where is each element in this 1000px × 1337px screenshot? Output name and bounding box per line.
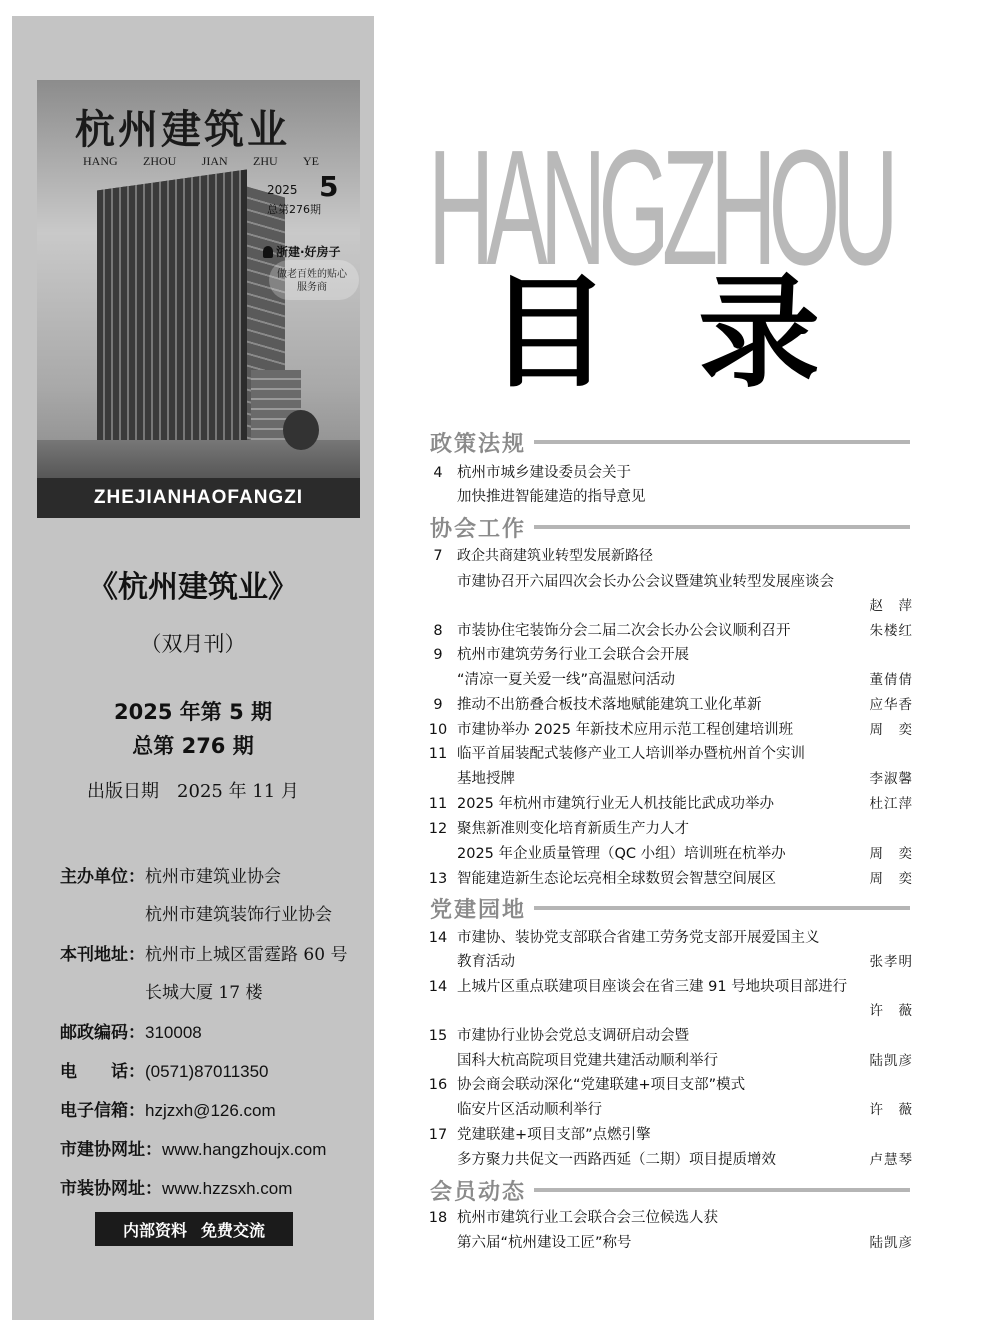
toc-author: 张孝明 [869, 954, 913, 970]
toc-entry[interactable] [427, 1075, 913, 1095]
email-row [60, 1096, 276, 1121]
brand-name: 浙建·好房子 [276, 245, 341, 259]
magazine-name: 《杭州建筑业》 [88, 570, 298, 605]
cover-total-issue: 总第276期 [267, 203, 321, 216]
sponsor-row-2 [145, 900, 332, 925]
section-title: 党建园地 [430, 897, 527, 923]
toc-entry[interactable] [427, 1026, 913, 1046]
toc-page: 16 [428, 1077, 448, 1093]
cover-footer-band: ZHEJIANHAOFANGZI [37, 478, 360, 518]
phone-value: (0571)87011350 [145, 1062, 269, 1081]
issue-line: 2025 年第 5 期 [114, 700, 272, 724]
toc-title: 多方聚力共促文一西路西延（二期）项目提质增效 [457, 1152, 776, 1168]
address-row-2 [145, 978, 262, 1003]
toc-author: 朱楼红 [869, 623, 913, 639]
toc-entry[interactable] [427, 546, 913, 566]
toc-entry[interactable] [427, 621, 913, 641]
cover-title: 杭州建筑业 [75, 106, 290, 153]
internal-material-stamp [95, 1212, 293, 1246]
sponsor-row [60, 862, 281, 887]
toc-title: 市建协行业协会党总支调研启动会暨 [457, 1028, 689, 1044]
toc-page: 9 [433, 647, 443, 663]
brand-logo-icon [263, 246, 273, 258]
toc-page: 11 [428, 746, 448, 762]
toc-entry[interactable] [427, 952, 913, 972]
toc-page: 8 [433, 623, 443, 639]
toc-title: 上城片区重点联建项目座谈会在省三建 91 号地块项目部进行 [457, 979, 848, 995]
toc-entry[interactable] [427, 844, 913, 864]
toc-entry[interactable] [427, 819, 913, 839]
building-illustration [97, 169, 247, 470]
toc-author: 周 奕 [869, 722, 913, 738]
section-divider [534, 1188, 910, 1192]
toc-page: 7 [433, 548, 443, 564]
stamp-text-1: 内部资料 [122, 1220, 187, 1240]
toc-author: 李淑馨 [869, 771, 913, 787]
toc-title: 推动不出筋叠合板技术落地赋能建筑工业化革新 [457, 697, 762, 713]
pinyin-word: HANG [83, 154, 118, 168]
toc-page: 9 [433, 697, 443, 713]
toc-author: 周 奕 [869, 871, 913, 887]
email-value: hzjzxh@126.com [145, 1101, 276, 1120]
address-value: 杭州市上城区雷霆路 60 号 [145, 945, 348, 965]
toc-title: 杭州市城乡建设委员会关于 [457, 465, 631, 481]
toc-entry[interactable] [427, 720, 913, 740]
toc-entry[interactable] [427, 1233, 913, 1253]
toc-author: 卢慧琴 [869, 1152, 913, 1168]
toc-entry[interactable] [427, 487, 913, 507]
toc-entry[interactable] [427, 977, 913, 997]
toc-entry[interactable] [427, 572, 913, 592]
toc-title: 市装协住宅装饰分会二届二次会长办公会议顺利召开 [457, 623, 791, 639]
pinyin-word: JIAN [201, 154, 228, 168]
toc-title: 第六届“杭州建设工匠”称号 [457, 1235, 632, 1251]
section-title: 协会工作 [430, 516, 527, 542]
toc-page: 14 [428, 930, 448, 946]
toc-title: 聚焦新准则变化培育新质生产力人才 [457, 821, 689, 837]
toc-page: 4 [433, 465, 443, 481]
left-info-panel [12, 16, 374, 1320]
section-title: 会员动态 [430, 1179, 527, 1205]
contents-heading: 目录 [488, 262, 908, 404]
toc-entry[interactable] [427, 1208, 913, 1228]
section-divider [534, 525, 910, 529]
toc-title: 市建协召开六届四次会长办公会议暨建筑业转型发展座谈会 [457, 574, 834, 590]
toc-entry[interactable] [427, 769, 913, 789]
pinyin-word: ZHOU [143, 154, 177, 168]
toc-page: 12 [428, 821, 448, 837]
toc-title: 临平首届装配式装修产业工人培训举办暨杭州首个实训 [457, 746, 805, 762]
toc-title: 杭州市建筑行业工会联合会三位候选人获 [457, 1210, 718, 1226]
cover-slogan: 做老百姓的贴心服务商 [277, 269, 347, 293]
section-divider [534, 906, 910, 910]
toc-entry[interactable] [427, 596, 913, 616]
total-issue-line: 总第 276 期 [132, 734, 254, 758]
toc-title: 杭州市建筑劳务行业工会联合会开展 [457, 647, 689, 663]
section-header [430, 428, 910, 456]
website-1-row [60, 1135, 326, 1160]
toc-title: 智能建造新生态论坛亮相全球数贸会智慧空间展区 [457, 871, 776, 887]
toc-entry[interactable] [427, 1051, 913, 1071]
cover-issue-number: 5 [319, 170, 339, 203]
cover-brand [263, 243, 341, 260]
section-header [430, 513, 910, 541]
website-2-row [60, 1174, 292, 1199]
toc-author: 杜江萍 [869, 796, 913, 812]
toc-page: 13 [428, 871, 448, 887]
toc-title: 市建协、装协党支部联合省建工劳务党支部开展爱国主义 [457, 930, 820, 946]
postcode-label: 邮政编码： [60, 1023, 145, 1043]
toc-page: 11 [428, 796, 448, 812]
hangzhou-wordmark: HANGZHOU [428, 116, 891, 299]
section-header [430, 1176, 910, 1204]
toc-entry[interactable] [427, 869, 913, 889]
toc-entry[interactable] [427, 695, 913, 715]
address-value-2: 长城大厦 17 楼 [145, 983, 263, 1003]
website-1-value: www.hangzhoujx.com [162, 1140, 327, 1159]
sponsor-value-2: 杭州市建筑装饰行业协会 [145, 905, 332, 925]
toc-title: 基地授牌 [457, 771, 515, 787]
address-label: 本刊地址： [60, 945, 145, 965]
sponsor-label: 主办单位： [60, 867, 145, 887]
email-label: 电子信箱： [60, 1101, 145, 1121]
toc-author: 应华香 [869, 697, 913, 713]
toc-title: 政企共商建筑业转型发展新路径 [457, 548, 653, 564]
toc-title: 党建联建+项目支部”点燃引擎 [457, 1127, 651, 1143]
address-row [60, 940, 347, 965]
pinyin-word: ZHU [252, 154, 278, 168]
toc-entry[interactable] [427, 744, 913, 764]
toc-title: 协会商会联动深化“党建联建+项目支部”模式 [457, 1077, 746, 1093]
toc-author: 许 薇 [869, 1102, 913, 1118]
section-divider [534, 440, 910, 444]
section-title: 政策法规 [430, 431, 527, 457]
toc-entry[interactable] [427, 645, 913, 665]
sponsor-value: 杭州市建筑业协会 [145, 867, 281, 887]
toc-title: 临安片区活动顺利举行 [457, 1102, 602, 1118]
toc-entry[interactable] [427, 1100, 913, 1120]
website-2-value: www.hzzsxh.com [162, 1179, 293, 1198]
section-header [430, 894, 910, 922]
website-2-label: 市装协网址： [60, 1179, 162, 1199]
cover-pinyin [83, 154, 319, 169]
toc-author: 周 奕 [869, 846, 913, 862]
website-1-label: 市建协网址： [60, 1140, 162, 1160]
toc-title: 市建协举办 2025 年新技术应用示范工程创建培训班 [457, 722, 794, 738]
cover-year: 2025 [267, 183, 298, 197]
toc-entry[interactable] [427, 1150, 913, 1170]
toc-title: 2025 年企业质量管理（QC 小组）培训班在杭举办 [457, 846, 786, 862]
toc-title: “清凉一夏关爱一线”高温慰问活动 [457, 672, 676, 688]
cover-image [37, 80, 360, 518]
toc-title: 加快推进智能建造的指导意见 [457, 489, 646, 505]
toc-title: 国科大杭高院项目党建共建活动顺利举行 [457, 1053, 718, 1069]
toc-entry[interactable] [427, 928, 913, 948]
stamp-text-2: 免费交流 [201, 1220, 266, 1240]
toc-entry[interactable] [427, 794, 913, 814]
toc-author: 董倩倩 [869, 672, 913, 688]
publication-frequency: （双月刊） [140, 632, 246, 656]
postcode-row [60, 1018, 202, 1043]
toc-page: 14 [428, 979, 448, 995]
toc-entry[interactable] [427, 670, 913, 690]
toc-entry[interactable] [427, 1001, 913, 1021]
toc-page: 10 [428, 722, 448, 738]
toc-entry[interactable] [427, 1125, 913, 1145]
toc-author: 许 薇 [869, 1003, 913, 1019]
pinyin-word: YE [302, 154, 319, 168]
postcode-value: 310008 [145, 1023, 202, 1042]
tree-illustration [283, 410, 319, 450]
toc-author: 赵 萍 [869, 598, 913, 614]
toc-page: 17 [428, 1127, 448, 1143]
toc-title: 教育活动 [457, 954, 515, 970]
phone-row [60, 1057, 269, 1082]
toc-entry[interactable] [427, 463, 913, 483]
toc-page: 15 [428, 1028, 448, 1044]
toc-author: 陆凯彦 [869, 1235, 913, 1251]
phone-label: 电 话： [60, 1062, 145, 1082]
publication-date: 出版日期 2025 年 11 月 [87, 781, 299, 802]
toc-author: 陆凯彦 [869, 1053, 913, 1069]
toc-page: 18 [428, 1210, 448, 1226]
toc-title: 2025 年杭州市建筑行业无人机技能比武成功举办 [457, 796, 775, 812]
